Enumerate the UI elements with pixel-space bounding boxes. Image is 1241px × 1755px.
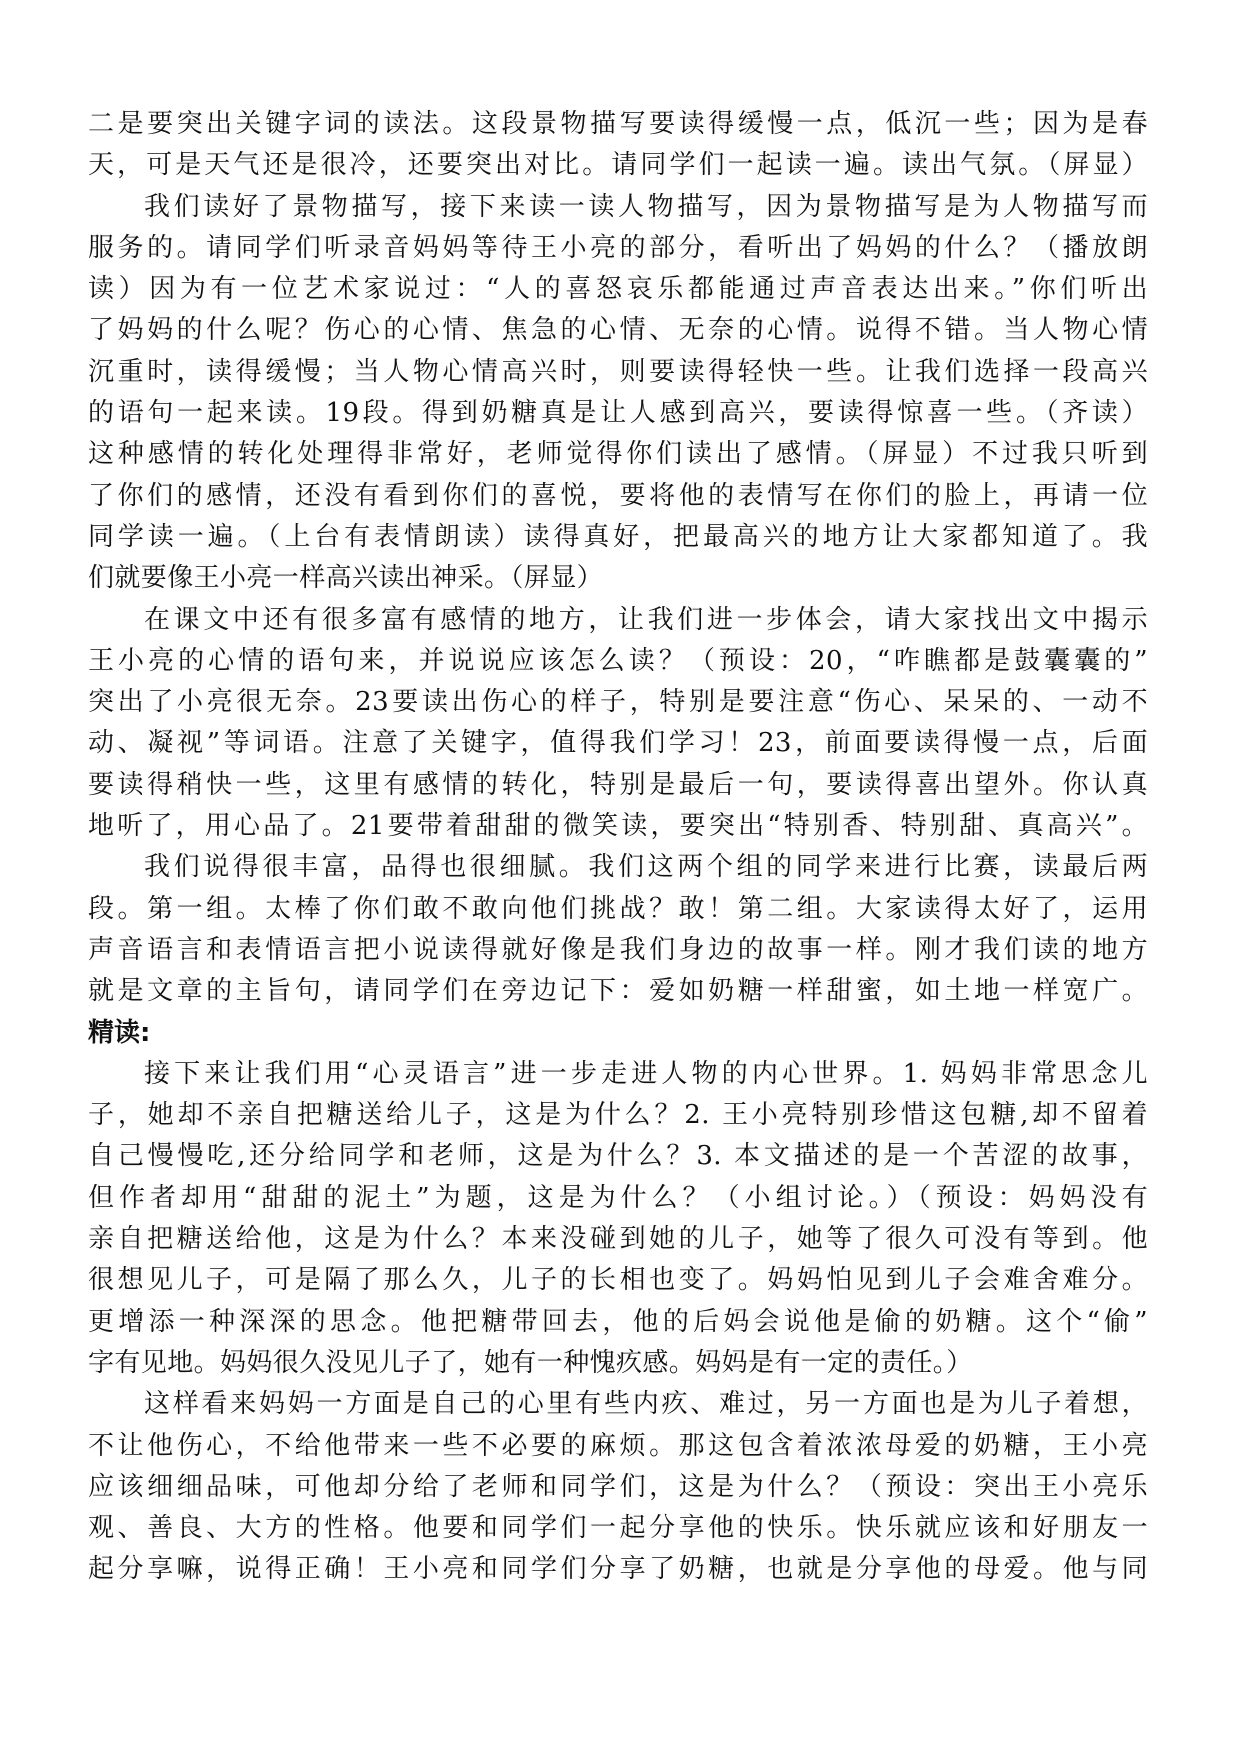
text-line: 不让他伤心，不给他带来一些不必要的麻烦。那这包含着浓浓母爱的奶糖，王小亮 xyxy=(88,1430,1148,1461)
paragraph-end-line: 地听了，用心品了。21要带着甜甜的微笑读，要突出“特别香、特别甜、真高兴”。 xyxy=(88,811,1148,842)
text-line: 段。第一组。太棒了你们敢不敢向他们挑战？敢！第二组。大家读得太好了，运用 xyxy=(88,893,1148,924)
text-line: 动、凝视”等词语。注意了关键字，值得我们学习！23，前面要读得慢一点，后面 xyxy=(88,728,1148,759)
paragraph-end-line: 就是文章的主旨句，请同学们在旁边记下：爱如奶糖一样甜蜜，如土地一样宽广。 xyxy=(88,976,1148,1007)
text-line: 这种感情的转化处理得非常好，老师觉得你们读出了感情。（屏显）不过我只听到 xyxy=(88,439,1148,470)
text-line: 要读得稍快一些，这里有感情的转化，特别是最后一句，要读得喜出望外。你认真 xyxy=(88,769,1148,800)
text-line: 很想见儿子，可是隔了那么久，儿子的长相也变了。妈妈怕见到儿子会难舍难分。 xyxy=(88,1265,1148,1296)
text-line: 声音语言和表情语言把小说读得就好像是我们身边的故事一样。刚才我们读的地方 xyxy=(88,934,1148,965)
text-line: 更增添一种深深的思念。他把糖带回去，他的后妈会说他是偷的奶糖。这个“偷” xyxy=(88,1306,1148,1337)
text-line: 突出了小亮很无奈。23要读出伤心的样子，特别是要注意“伤心、呆呆的、一动不 xyxy=(88,687,1148,718)
text-line: 自己慢慢吃,还分给同学和老师，这是为什么？3. 本文描述的是一个苦涩的故事， xyxy=(88,1141,1148,1172)
text-line: 同学读一遍。（上台有表情朗读）读得真好，把最高兴的地方让大家都知道了。我 xyxy=(88,521,1148,552)
text-line: 起分享嘛，说得正确！王小亮和同学们分享了奶糖，也就是分享他的母爱。他与同 xyxy=(88,1554,1148,1585)
paragraph-start-line: 我们说得很丰富，品得也很细腻。我们这两个组的同学来进行比赛，读最后两 xyxy=(144,852,1148,883)
paragraph-start-line: 在课文中还有很多富有感情的地方，让我们进一步体会，请大家找出文中揭示 xyxy=(144,604,1148,635)
text-line: 读）因为有一位艺术家说过：“人的喜怒哀乐都能通过声音表达出来。”你们听出 xyxy=(88,274,1148,305)
text-line: 子，她却不亲自把糖送给儿子，这是为什么？2. 王小亮特别珍惜这包糖,却不留着 xyxy=(88,1100,1148,1131)
text-line: 沉重时，读得缓慢；当人物心情高兴时，则要读得轻快一些。让我们选择一段高兴 xyxy=(88,356,1148,387)
paragraph-end-line: 字有见地。妈妈很久没见儿子了，她有一种愧疚感。妈妈是有一定的责任。） xyxy=(88,1347,973,1378)
text-line: 但作者却用“甜甜的泥土”为题，这是为什么？（小组讨论。）（预设：妈妈没有 xyxy=(88,1182,1148,1213)
text-line: 亲自把糖送给他，这是为什么？本来没碰到她的儿子，她等了很久可没有等到。他 xyxy=(88,1224,1148,1255)
text-line: 服务的。请同学们听录音妈妈等待王小亮的部分，看听出了妈妈的什么？（播放朗 xyxy=(88,232,1148,263)
text-line: 观、善良、大方的性格。他要和同学们一起分享他的快乐。快乐就应该和好朋友一 xyxy=(88,1513,1148,1544)
text-line: 了妈妈的什么呢？伤心的心情、焦急的心情、无奈的心情。说得不错。当人物心情 xyxy=(88,315,1148,346)
document-page xyxy=(88,104,1148,1591)
paragraph-start-line: 接下来让我们用“心灵语言”进一步走进人物的内心世界。1. 妈妈非常思念儿 xyxy=(144,1058,1148,1089)
text-line: 的语句一起来读。19段。得到奶糖真是让人感到高兴，要读得惊喜一些。（齐读） xyxy=(88,398,1148,429)
paragraph-start-line: 我们读好了景物描写，接下来读一读人物描写，因为景物描写是为人物描写而 xyxy=(144,191,1148,222)
text-line: 应该细细品味，可他却分给了老师和同学们，这是为什么？（预设：突出王小亮乐 xyxy=(88,1471,1148,1502)
text-line: 二是要突出关键字词的读法。这段景物描写要读得缓慢一点，低沉一些；因为是春 xyxy=(88,109,1148,139)
paragraph-start-line: 这样看来妈妈一方面是自己的心里有些内疚、难过，另一方面也是为儿子着想， xyxy=(144,1389,1148,1420)
paragraph-end-line: 们就要像王小亮一样高兴读出神采。（屏显） xyxy=(88,563,604,594)
text-line: 天，可是天气还是很冷，还要突出对比。请同学们一起读一遍。读出气氛。（屏显） xyxy=(88,150,1148,181)
text-line: 王小亮的心情的语句来，并说说应该怎么读？（预设：20，“咋瞧都是鼓囊囊的” xyxy=(88,645,1148,676)
text-line: 了你们的感情，还没有看到你们的喜悦，要将他的表情写在你们的脸上，再请一位 xyxy=(88,480,1148,511)
section-heading: 精读: xyxy=(88,1017,151,1048)
